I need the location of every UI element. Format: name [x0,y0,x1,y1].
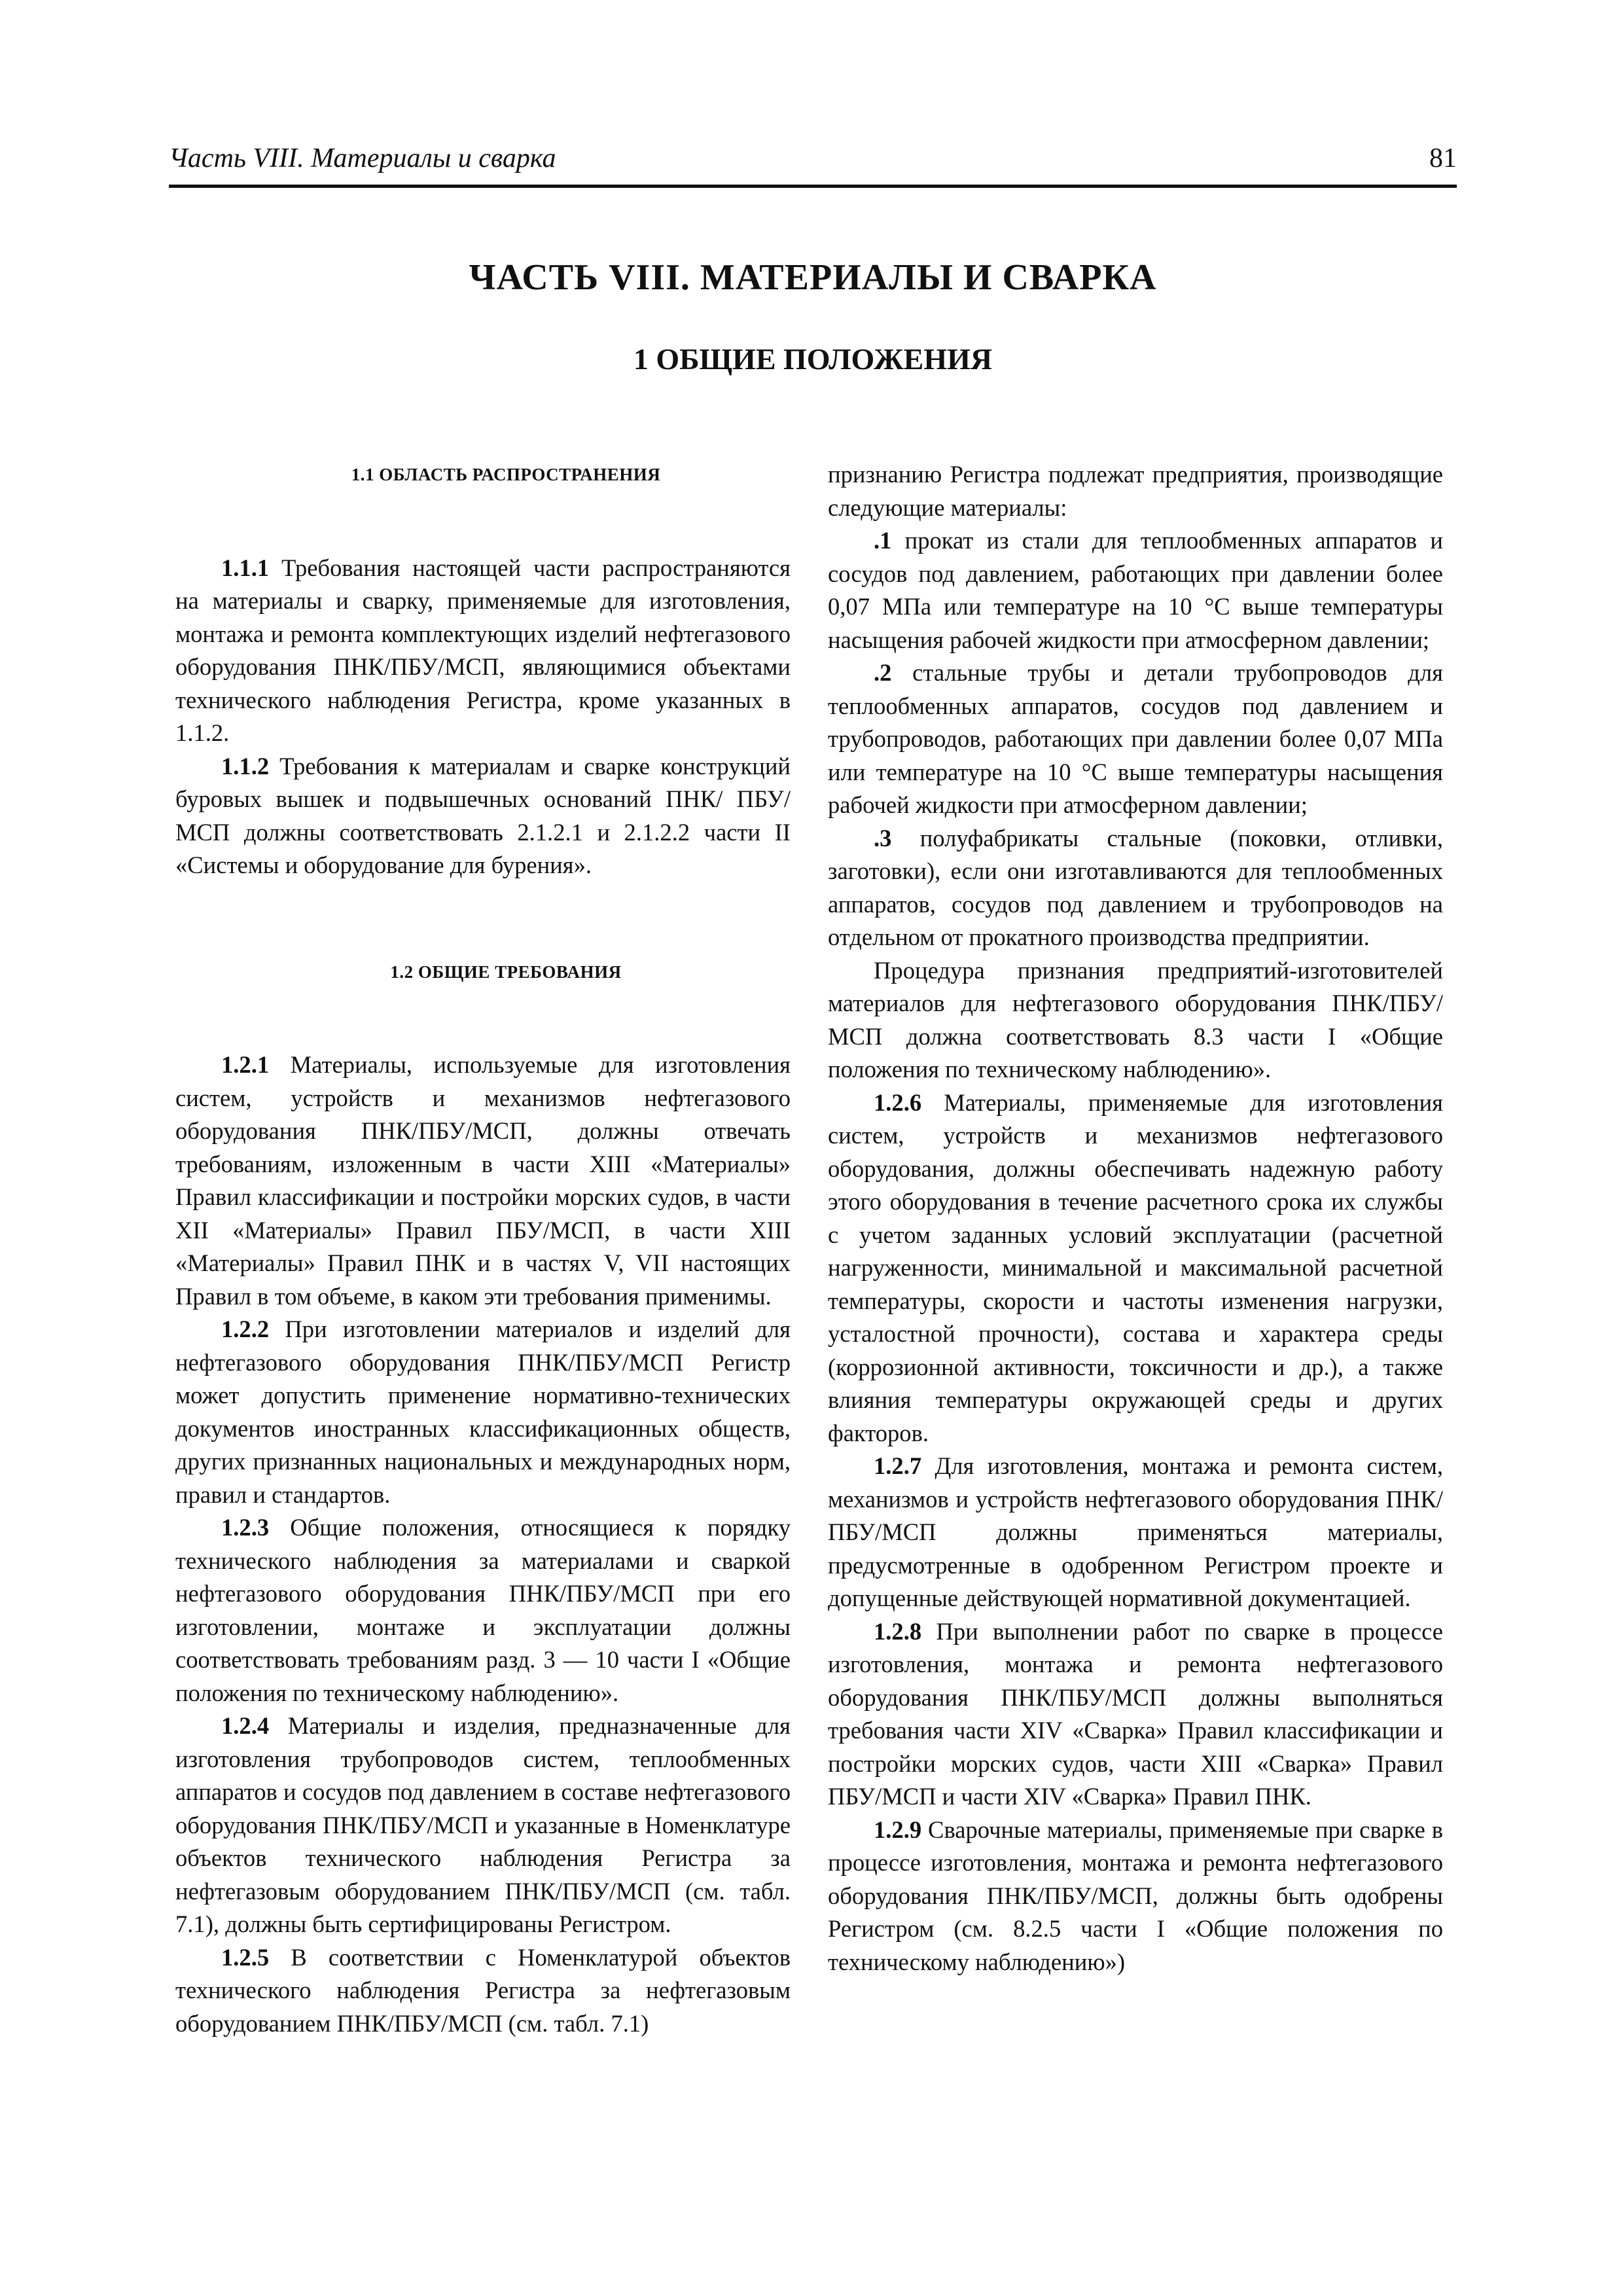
list-item-1 [828,524,1443,656]
clause-number: 1.2.4 [221,1712,270,1739]
clause-1-1-2 [175,750,791,882]
subsection-heading-1-2: 1.2 ОБЩИЕ ТРЕБОВАНИЯ [390,961,622,982]
clause-number: 1.2.2 [221,1316,270,1342]
item-number: .1 [874,527,892,554]
clause-number: 1.1.1 [221,554,270,581]
clause-text: При изготовлении материалов и изделий для нефтегазового оборудования ПНК/ПБУ/МСП Регистр может допустить применение нормативно-технических документов иностранных классификационных обществ, других признанных национальных и международных норм, правил и стандартов. [175,1316,791,1508]
item-number: .3 [874,824,892,852]
list-item-2 [828,656,1443,822]
item-text: прокат из стали для теплообменных аппаратов и сосудов под давлением, работающих при давлении более 0,07 МПа или температуре на 10 °С выше температуры насыщения рабочей жидкости при атмосферном давлении; [828,527,1443,653]
clause-number: 1.2.6 [874,1088,922,1116]
clause-1-2-8 [828,1615,1443,1814]
clause-1-2-9 [828,1814,1443,1979]
item-text: полуфабрикаты стальные (поковки, отливки, заготовки), если они изготавливаются для теплообменных аппаратов, сосудов под давлением и трубопроводов на отдельном от прокатного производства предприятии. [828,824,1443,950]
clause-number: 1.2.7 [874,1452,922,1479]
clause-text: В соответствии с Номенклатурой объектов технического наблюдения Регистра за нефтегазовым оборудованием ПНК/ПБУ/МСП (см. табл. 7.1) [175,1943,791,2037]
clause-1-2-7 [828,1450,1443,1615]
clause-number: 1.1.2 [221,752,270,780]
item-number: .2 [874,659,892,686]
clause-text: Материалы, применяемые для изготовления систем, устройств и механизмов нефтегазового оборудования, должны обеспечивать надежную работу этого оборудования в течение расчетного срока их службы с учетом заданных условий эксплуатации (расчетной нагруженности, минимальной и максимальной расчетной температуры, скорости и частоты изменения нагрузки, усталостной прочности), состава и характера среды (коррозионной активности, токсичности и др.), а также влияния температуры окружающей среды и других факторов. [828,1088,1443,1446]
item-text: стальные трубы и детали трубопроводов для теплообменных аппаратов, сосудов под давлением и трубопроводов, работающих при давлении более 0,07 МПа или температуре на 10 °С выше температуры насыщения рабочей жидкости при атмосферном давлении; [828,659,1443,818]
clause-1-2-5-continued: признанию Регистра подлежат предприятия, производящие следующие материалы: [828,461,1443,521]
procedure-paragraph: Процедура признания предприятий-изготовителей материалов для нефтегазового оборудования ПНК/ПБУ/МСП должна соответствовать 8.3 части I «Общие положения по техническому наблюдению». [828,956,1443,1083]
clause-text: Сварочные материалы, применяемые при сварке в процессе изготовления, монтажа и ремонта нефтегазового оборудования ПНК/ПБУ/МСП, должны быть одобрены Регистром (см. 8.2.5 части I «Общие положения по техническому наблюдению») [828,1816,1443,1975]
clause-1-1-1 [175,552,791,750]
clause-1-2-5 [175,1941,791,2041]
clause-text: Материалы, используемые для изготовления систем, устройств и механизмов нефтегазового оборудования ПНК/ПБУ/МСП, должны отвечать требованиям, изложенным в части XIII «Материалы» Правил классификации и постройки морских судов, в части XII «Материалы» Правил ПБУ/МСП, в части XIII «Материалы» Правил ПНК и в частях V, VII настоящих Правил в том объеме, в каком эти требования применимы. [175,1051,791,1310]
clause-1-2-4 [175,1710,791,1941]
clause-1-2-6 [828,1086,1443,1450]
clause-number: 1.2.8 [874,1617,922,1645]
clause-number: 1.2.9 [874,1816,922,1843]
page-number: 81 [1429,143,1457,173]
running-title: Часть VIII. Материалы и сварка [169,143,556,173]
running-header [169,137,1457,188]
left-column [175,458,791,2040]
clause-text: Общие положения, относящиеся к порядку технического наблюдения за материалами и сваркой нефтегазового оборудования ПНК/ПБУ/МСП при его изготовлении, монтаже и эксплуатации должны соответствовать требованиям разд. 3 — 10 части I «Общие положения по техническому наблюдению». [175,1514,791,1706]
clause-text: При выполнении работ по сварке в процессе изготовления, монтажа и ремонта нефтегазового оборудования ПНК/ПБУ/МСП должны выполняться требования части XIV «Сварка» Правил классификации и постройки морских судов, части XIII «Сварка» Правил ПБУ/МСП и части XIV «Сварка» Правил ПНК. [828,1617,1443,1810]
section-title: 1 ОБЩИЕ ПОЛОЖЕНИЯ [633,342,993,376]
clause-number: 1.2.3 [221,1514,270,1541]
part-title: ЧАСТЬ VIII. МАТЕРИАЛЫ И СВАРКА [469,257,1157,298]
clause-text: Требования настоящей части распространяются на материалы и сварку, применяемые для изготовления, монтажа и ремонта комплектующих изделий нефтегазового оборудования ПНК/ПБУ/МСП, являющимися объектами технического наблюдения Регистра, кроме указанных в 1.1.2. [175,554,791,746]
clause-number: 1.2.1 [221,1051,270,1078]
clause-text: Материалы и изделия, предназначенные для изготовления трубопроводов систем, теплообменных аппаратов и сосудов под давлением в составе нефтегазового оборудования ПНК/ПБУ/МСП и указанные в Номенклатуре объектов технического наблюдения Регистра за нефтегазовым оборудованием ПНК/ПБУ/МСП (см. табл. 7.1), должны быть сертифицированы Регистром. [175,1712,791,1937]
subsection-heading-1-1: 1.1 ОБЛАСТЬ РАСПРОСТРАНЕНИЯ [351,465,661,484]
list-item-3 [828,822,1443,954]
clause-1-2-3 [175,1511,791,1710]
clause-number: 1.2.5 [221,1943,270,1971]
right-column [828,458,1443,1979]
clause-text: Для изготовления, монтажа и ремонта систем, механизмов и устройств нефтегазового оборудования ПНК/ПБУ/МСП должны применяться материалы, предусмотренные в одобренном Регистром проекте и допущенные действующей нормативной документацией. [828,1452,1443,1611]
clause-1-2-1 [175,1049,791,1313]
clause-text: Требования к материалам и сварке конструкций буровых вышек и подвышечных оснований ПНК/ ПБУ/МСП должны соответствовать 2.1.2.1 и 2.1.2.2 части II «Системы и оборудование для бурения». [175,752,791,878]
clause-1-2-2 [175,1313,791,1511]
